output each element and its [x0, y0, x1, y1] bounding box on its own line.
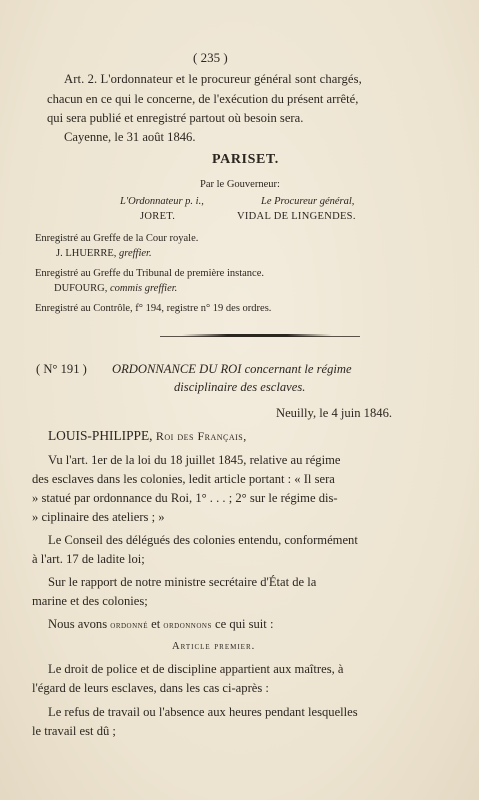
registration-tribunal: Enregistré au Greffe du Tribunal de première instance. [35, 268, 264, 279]
ordonnateur-name: JORET. [140, 211, 176, 222]
section-divider [182, 334, 332, 337]
registration-tribunal-signer [54, 283, 177, 294]
ordonnance-title-line-2: disciplinaire des esclaves. [174, 380, 306, 394]
par-le-gouverneur: Par le Gouverneur: [200, 179, 280, 190]
registration-cour-royale: Enregistré au Greffe de la Cour royale. [35, 233, 199, 244]
para3-line-1: Sur le rapport de notre ministre secrétaire d'État de la [48, 575, 317, 589]
registration-controle: Enregistré au Contrôle, f° 194, registre n° 19 des ordres. [35, 303, 272, 314]
para1-line-2: des esclaves dans les colonies, ledit article portant : « Il sera [32, 472, 335, 486]
page-number: ( 235 ) [193, 50, 228, 65]
para5-line-1: Le droit de police et de discipline appartient aux maîtres, à [48, 662, 344, 676]
art2-line-3: qui sera publié et enregistré partout où besoin sera. [47, 111, 304, 125]
para4-ordonnons: ordonnons [163, 620, 212, 631]
ordonnance-number: ( N° 191 ) [36, 362, 87, 376]
para1-line-1: Vu l'art. 1er de la loi du 18 juillet 1845, relative au régime [48, 453, 341, 467]
para2-line-1: Le Conseil des délégués des colonies entendu, conformément [48, 533, 358, 547]
commis-greffier-name: DUFOURG, [54, 283, 108, 294]
king-heading [48, 428, 247, 444]
para4-nous-avons: Nous avons [48, 617, 108, 631]
king-name: LOUIS-PHILIPPE, [48, 428, 153, 443]
para1-line-4: » ciplinaire des ateliers ; » [32, 510, 165, 524]
greffier-name: J. LHUERRE, [56, 248, 117, 259]
commis-greffier-role: commis greffier. [110, 283, 178, 294]
procureur-name: VIDAL DE LINGENDES. [237, 211, 356, 222]
registration-cour-royale-signer [56, 248, 152, 259]
procureur-label: Le Procureur général, [261, 196, 355, 207]
para3-line-2: marine et des colonies; [32, 594, 148, 608]
para4-et: et [151, 617, 161, 631]
article-heading: Article premier. [172, 641, 256, 652]
para4-ce-qui-suit: ce qui suit : [215, 617, 274, 631]
greffier-role: greffier. [119, 248, 152, 259]
art2-line-2: chacun en ce qui le concerne, de l'exécution du présent arrêté, [47, 92, 359, 106]
para6-line-1: Le refus de travail ou l'absence aux heures pendant lesquelles [48, 705, 358, 719]
dateline-cayenne: Cayenne, le 31 août 1846. [64, 130, 196, 144]
para5-line-2: l'égard de leurs esclaves, dans les cas ci-après : [32, 681, 269, 695]
ordonnance-title-line-1: ORDONNANCE DU ROI concernant le régime [112, 362, 352, 376]
ordonnateur-label: L'Ordonnateur p. i., [120, 196, 204, 207]
dateline-neuilly: Neuilly, le 4 juin 1846. [276, 406, 393, 420]
para1-line-3: » statué par ordonnance du Roi, 1° . . . ; 2° sur le régime dis- [32, 491, 338, 505]
para4-ordonne: ordonné [110, 620, 149, 631]
art2-line-1: Art. 2. L'ordonnateur et le procureur général sont chargés, [64, 72, 362, 86]
para2-line-2: à l'art. 17 de ladite loi; [32, 552, 145, 566]
para6-line-2: le travail est dû ; [32, 724, 116, 738]
signer-pariset: PARISET. [212, 152, 279, 167]
para4 [48, 617, 273, 632]
king-title: Roi des Français, [155, 429, 247, 443]
